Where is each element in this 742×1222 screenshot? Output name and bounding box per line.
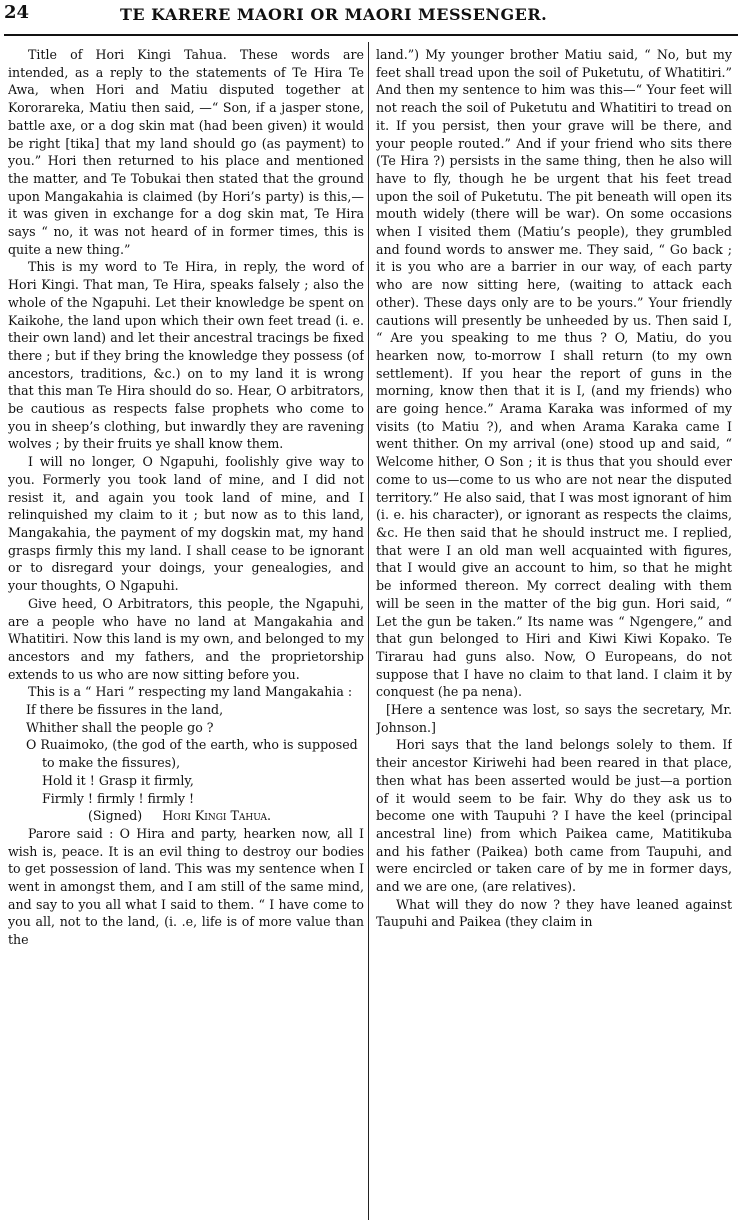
- paragraph: land.”) My younger brother Matiu said, “ No, but my feet shall tread upon the soil of Puketutu, of Whatitiri.” And then my sentence to him was this—“ Your feet will not reach the soil of Puketutu and Whatitiri to tread on it. If you persist, then your grave will be there, and your people routed.” And if your friend who sits there (Te Hira ?) persists in the same thing, then he also will have to fly, though he be urgent that his feet tread upon the soil of Puketutu. The pit beneath will open its mouth widely (there will be war). On some occasions when I visited them (Matiu’s people), they grumbled and found words to answer me. They said, “ Go back ; it is you who are a barrier in our way, of each party who are now sitting here, (waiting to attack each other). These days only are to be yours.” Your friendly cautions will presently be unheeded by us. Then said I, “ Are you speaking to me thus ? O, Matiu, do you hearken now, to-morrow I shall return (to my own settlement). If you hear the report of guns in the morning, know then that it is I, (and my friends) who are going hence.” Arama Karaka was informed of my visits (to Matiu ?), and when Arama Karaka came I went thither. On my arrival (one) stood up and said, “ Welcome hither, O Son ; it is thus that you should ever come to us—come to us who are not near the disputed territory.” He also said, that I was most ignorant of him (i. e. his character), or ignorant as respects the claims, &c. He then said that he should instruct me. I replied, that were I an old man well acquainted with figures, that I would give an account to him, so that he might be informed thereon. My correct dealing with them will be seen in the matter of the big gun. Hori said, “ Let the gun be taken.” Its name was “ Ngengere,” and that gun belonged to Hiri and Kiwi Kiwi Kopako. Te Tirarau had guns also. Now, O Europeans, do not suppose that I have no claim to that land. I claim it by conquest (he pa nena).: [376, 47, 732, 700]
- signatory-name: Hori Kingi Tahua.: [162, 808, 272, 824]
- right-column: [376, 46, 732, 1216]
- paragraph: Hori says that the land belongs solely to them. If their ancestor Kiriwehi had been reared in that place, then what has been asserted would be just—a portion of it would seem to be fair. Why do they ask us to become one with Taupuhi ? I have the keel (principal ancestral line) from which Paikea came, Matitikuba and his father (Paikea) both came from Taupuhi, and were encircled or taken care of by me in former days, and we are one, (are relatives).: [376, 737, 732, 895]
- paragraph: Title of Hori Kingi Tahua. These words are intended, as a reply to the statements of Te Hira Te Awa, when Hori and Matiu disputed together at Kororareka, Matiu then said, —“ Son, if a jasper stone, battle axe, or a dog skin mat (had been given) it would be right [tika] that my land should go (as payment) to you.” Hori then returned to his place and mentioned the matter, and Te Tobukai then stated that the ground upon Mangakahia is claimed (by Hori’s party) is this,—it was given in exchange for a dog skin mat, Te Hira says “ no, it was not heard of in former times, this is quite a new thing.”: [8, 47, 364, 257]
- verse-line: O Ruaimoko, (the god of the earth, who is supposed to make the fissures),: [26, 737, 358, 771]
- verse-line: Whither shall the people go ?: [26, 719, 214, 735]
- page-number: 24: [4, 2, 30, 23]
- bracketed-note: [Here a sentence was lost, so says the secretary, Mr. Johnson.]: [376, 702, 732, 735]
- running-head-title: TE KARERE MAORI OR MAORI MESSENGER.: [120, 5, 548, 24]
- verse-line: If there be fissures in the land,: [26, 702, 224, 718]
- page-header: [0, 0, 742, 34]
- paragraph: This is a “ Hari ” respecting my land Mangakahia :: [28, 684, 353, 700]
- paragraph: This is my word to Te Hira, in reply, the word of Hori Kingi. That man, Te Hira, speaks falsely ; also the whole of the Ngapuhi. Let their knowledge be spent on Kaikohe, the land upon which their own feet tread (i. e. their own land) and let their ancestral tracings be fixed there ; but if they bring the knowledge they possess (of ancestors, traditions, &c.) on to my land it is wrong that this man Te Hira should do so. Hear, O arbitrators, be cautious as respects false prophets who come to you in sheep’s clothing, but inwardly they are ravening wolves ; by their fruits ye shall know them.: [8, 259, 364, 452]
- paragraph: Give heed, O Arbitrators, this people, the Ngapuhi, are a people who have no land at Mangakahia and Whatitiri. Now this land is my own, and belonged to my ancestors and my fathers, and the proprietorship extends to us who are now sitting before you.: [8, 595, 364, 682]
- verse-line: Hold it ! Grasp it firmly,: [42, 772, 194, 788]
- column-divider: [368, 42, 369, 1220]
- paragraph: What will they do now ? they have leaned against Taupuhi and Paikea (they claim in: [376, 896, 732, 930]
- signed-label: (Signed): [88, 808, 143, 824]
- paragraph: Parore said : O Hira and party, hearken now, all I wish is, peace. It is an evil thing to destroy our bodies to get possession of land. This was my sentence when I went in amongst them, and I am still of the same mind, and say to you all what I said to them. “ I have come to you all, not to the land, (i. .e, life is of more value than the: [8, 825, 364, 948]
- signature-line: [8, 807, 364, 825]
- verse-line: Firmly ! firmly ! firmly !: [42, 790, 195, 806]
- paragraph: I will no longer, O Ngapuhi, foolishly give way to you. Formerly you took land of mine, and I did not resist it, and again you took land of mine, and I relinquished my claim to it ; but now as to this land, Mangakahia, the payment of my dogskin mat, my hand grasps firmly this my land. I shall cease to be ignorant or to disregard your doings, your genealogies, and your thoughts, O Ngapuhi.: [8, 454, 364, 594]
- left-column: [8, 46, 364, 1216]
- header-rule: [4, 34, 738, 36]
